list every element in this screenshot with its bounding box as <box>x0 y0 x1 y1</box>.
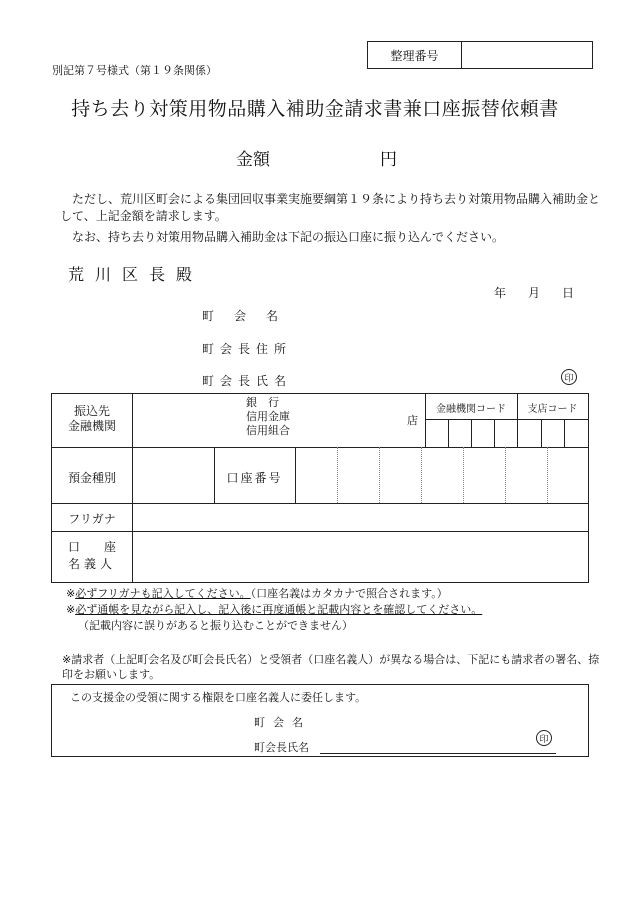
bank-type-bank[interactable]: 銀 行 <box>246 396 279 409</box>
amount-label: 金額 <box>236 150 270 170</box>
delegation-signature-line[interactable] <box>320 753 556 754</box>
branch-suffix: 店 <box>407 414 418 427</box>
document-title: 持ち去り対策用物品購入補助金請求書兼口座振替依頼書 <box>71 98 559 120</box>
date-year[interactable]: 年 <box>494 286 507 300</box>
note-error: （記載内容に誤りがあると振り込むことができません） <box>78 619 353 632</box>
head-name-label: 町会長氏名 <box>202 374 293 388</box>
delegation-town-name-label: 町会名 <box>254 716 311 729</box>
delegation-box <box>51 684 589 757</box>
delegation-text: この支援金の受領に関する権限を口座名義人に委任します。 <box>70 691 367 704</box>
bank-type-options[interactable] <box>246 396 290 438</box>
bank-account-table <box>51 393 589 583</box>
seal-icon: 印 <box>536 730 552 746</box>
account-number-label: 口座番号 <box>226 471 283 485</box>
amount-field[interactable] <box>300 145 366 167</box>
notes <box>66 586 482 634</box>
transfer-paragraph: なお、持ち去り対策用物品購入補助金は下記の振込口座に振り込んでください。 <box>72 230 505 244</box>
date-line <box>494 284 596 301</box>
date-day[interactable]: 日 <box>562 286 575 300</box>
account-holder-label: 口 座 名義人 <box>67 540 116 571</box>
form-number: 別記第７号様式（第１９条関係） <box>52 64 217 77</box>
note-furigana: ※必ずフリガナも記入してください。（口座名義はカタカナで照合されます。） <box>66 587 448 600</box>
branch-code-label: 支店コード <box>527 404 578 415</box>
reference-number-field[interactable] <box>462 42 592 68</box>
transfer-bank-label: 振込先 金融機関 <box>67 404 116 433</box>
delegation-head-name-label: 町会長氏名 <box>254 741 309 754</box>
bank-type-kumiai[interactable]: 信用組合 <box>246 424 290 437</box>
bank-code-label: 金融機関コード <box>436 404 506 415</box>
bank-type-shinkin[interactable]: 信用金庫 <box>246 410 290 423</box>
addressee: 荒川区長殿 <box>68 265 204 284</box>
head-address-label: 町会長住所 <box>202 342 293 356</box>
request-note: ※請求者（上記町会名及び町会長氏名）と受領者（口座名義人）が異なる場合は、下記にも請求者の署名、捺印をお願いします。 <box>62 653 600 681</box>
deposit-type-label: 預金種別 <box>67 471 116 485</box>
reference-number-label: 整理番号 <box>368 42 462 68</box>
seal-icon: 印 <box>561 369 577 385</box>
note-passbook: ※必ず通帳を見ながら記入し、記入後に再度通帳と記載内容とを確認してください。 <box>66 603 483 616</box>
date-month[interactable]: 月 <box>528 286 541 300</box>
town-name-label: 町会名 <box>202 309 299 323</box>
reference-number-box <box>367 41 593 69</box>
amount-unit: 円 <box>380 150 397 170</box>
furigana-label: フリガナ <box>68 512 116 526</box>
request-paragraph: ただし、荒川区町会による集団回収事業実施要綱第１９条により持ち去り対策用物品購入補助金として、上記金額を請求します。 <box>60 192 601 223</box>
